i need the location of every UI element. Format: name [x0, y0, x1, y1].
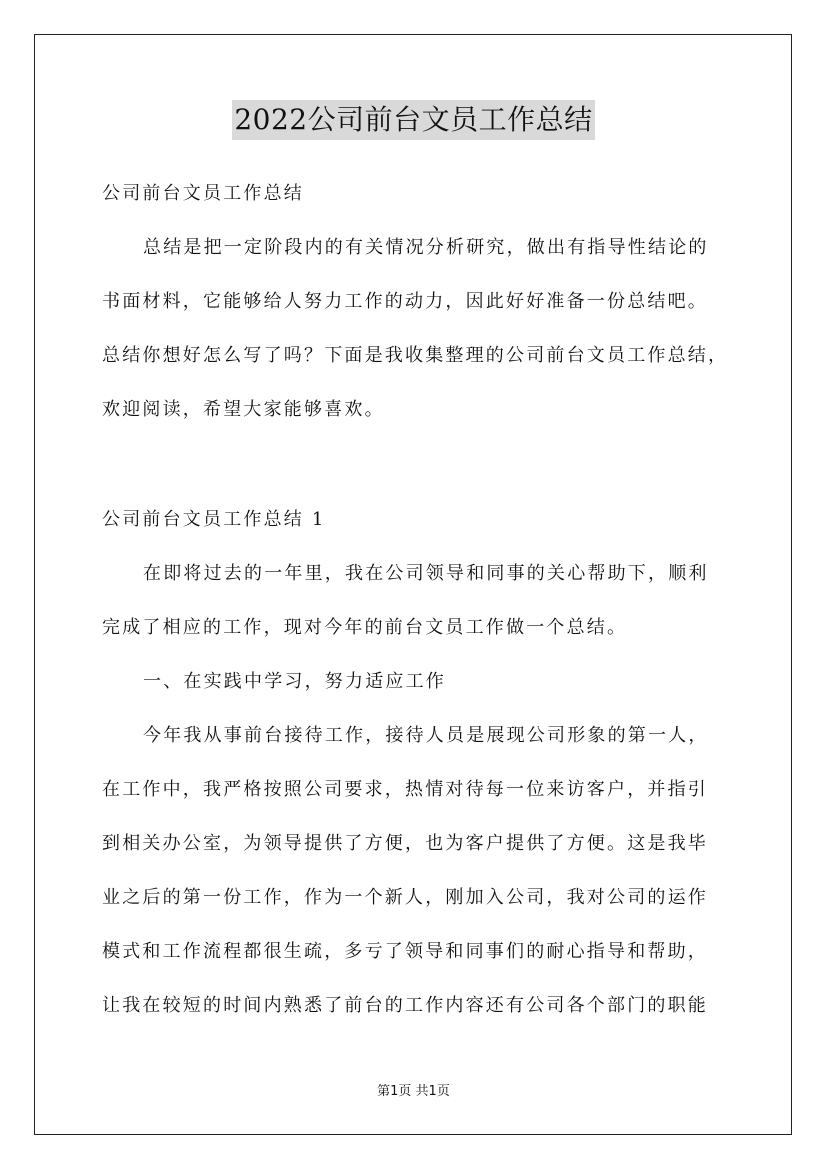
paragraph-line: 今年我从事前台接待工作，接待人员是展现公司形象的第一人，: [143, 725, 709, 746]
paragraph-line: 总结是把一定阶段内的有关情况分析研究，做出有指导性结论的: [143, 237, 709, 258]
subheading: 一、在实践中学习，努力适应工作: [143, 671, 446, 692]
paragraph-line: 完成了相应的工作，现对今年的前台文员工作做一个总结。: [102, 617, 628, 638]
paragraph-line: 书面材料，它能够给人努力工作的动力，因此好好准备一份总结吧。: [102, 291, 708, 312]
paragraph-line: 到相关办公室，为领导提供了方便，也为客户提供了方便。这是我毕: [102, 833, 708, 854]
page-footer: 第1页 共1页: [377, 1084, 450, 1099]
paragraph-line: 总结你想好怎么写了吗？下面是我收集整理的公司前台文员工作总结，: [102, 345, 729, 366]
document-title: 2022公司前台文员工作总结: [232, 100, 594, 140]
title-container: [0, 100, 827, 140]
paragraph-line: 模式和工作流程都很生疏，多亏了领导和同事们的耐心指导和帮助，: [102, 941, 708, 962]
paragraph-line: 在即将过去的一年里，我在公司领导和同事的关心帮助下，顺利: [143, 563, 709, 584]
paragraph-line: 欢迎阅读，希望大家能够喜欢。: [102, 399, 385, 420]
paragraph-line: 让我在较短的时间内熟悉了前台的工作内容还有公司各个部门的职能: [102, 995, 708, 1016]
paragraph-line: 在工作中，我严格按照公司要求，热情对待每一位来访客户，并指引: [102, 779, 708, 800]
section-heading: 公司前台文员工作总结 1: [102, 509, 326, 530]
subtitle: 公司前台文员工作总结: [102, 183, 304, 204]
paragraph-line: 业之后的第一份工作，作为一个新人，刚加入公司，我对公司的运作: [102, 887, 708, 908]
